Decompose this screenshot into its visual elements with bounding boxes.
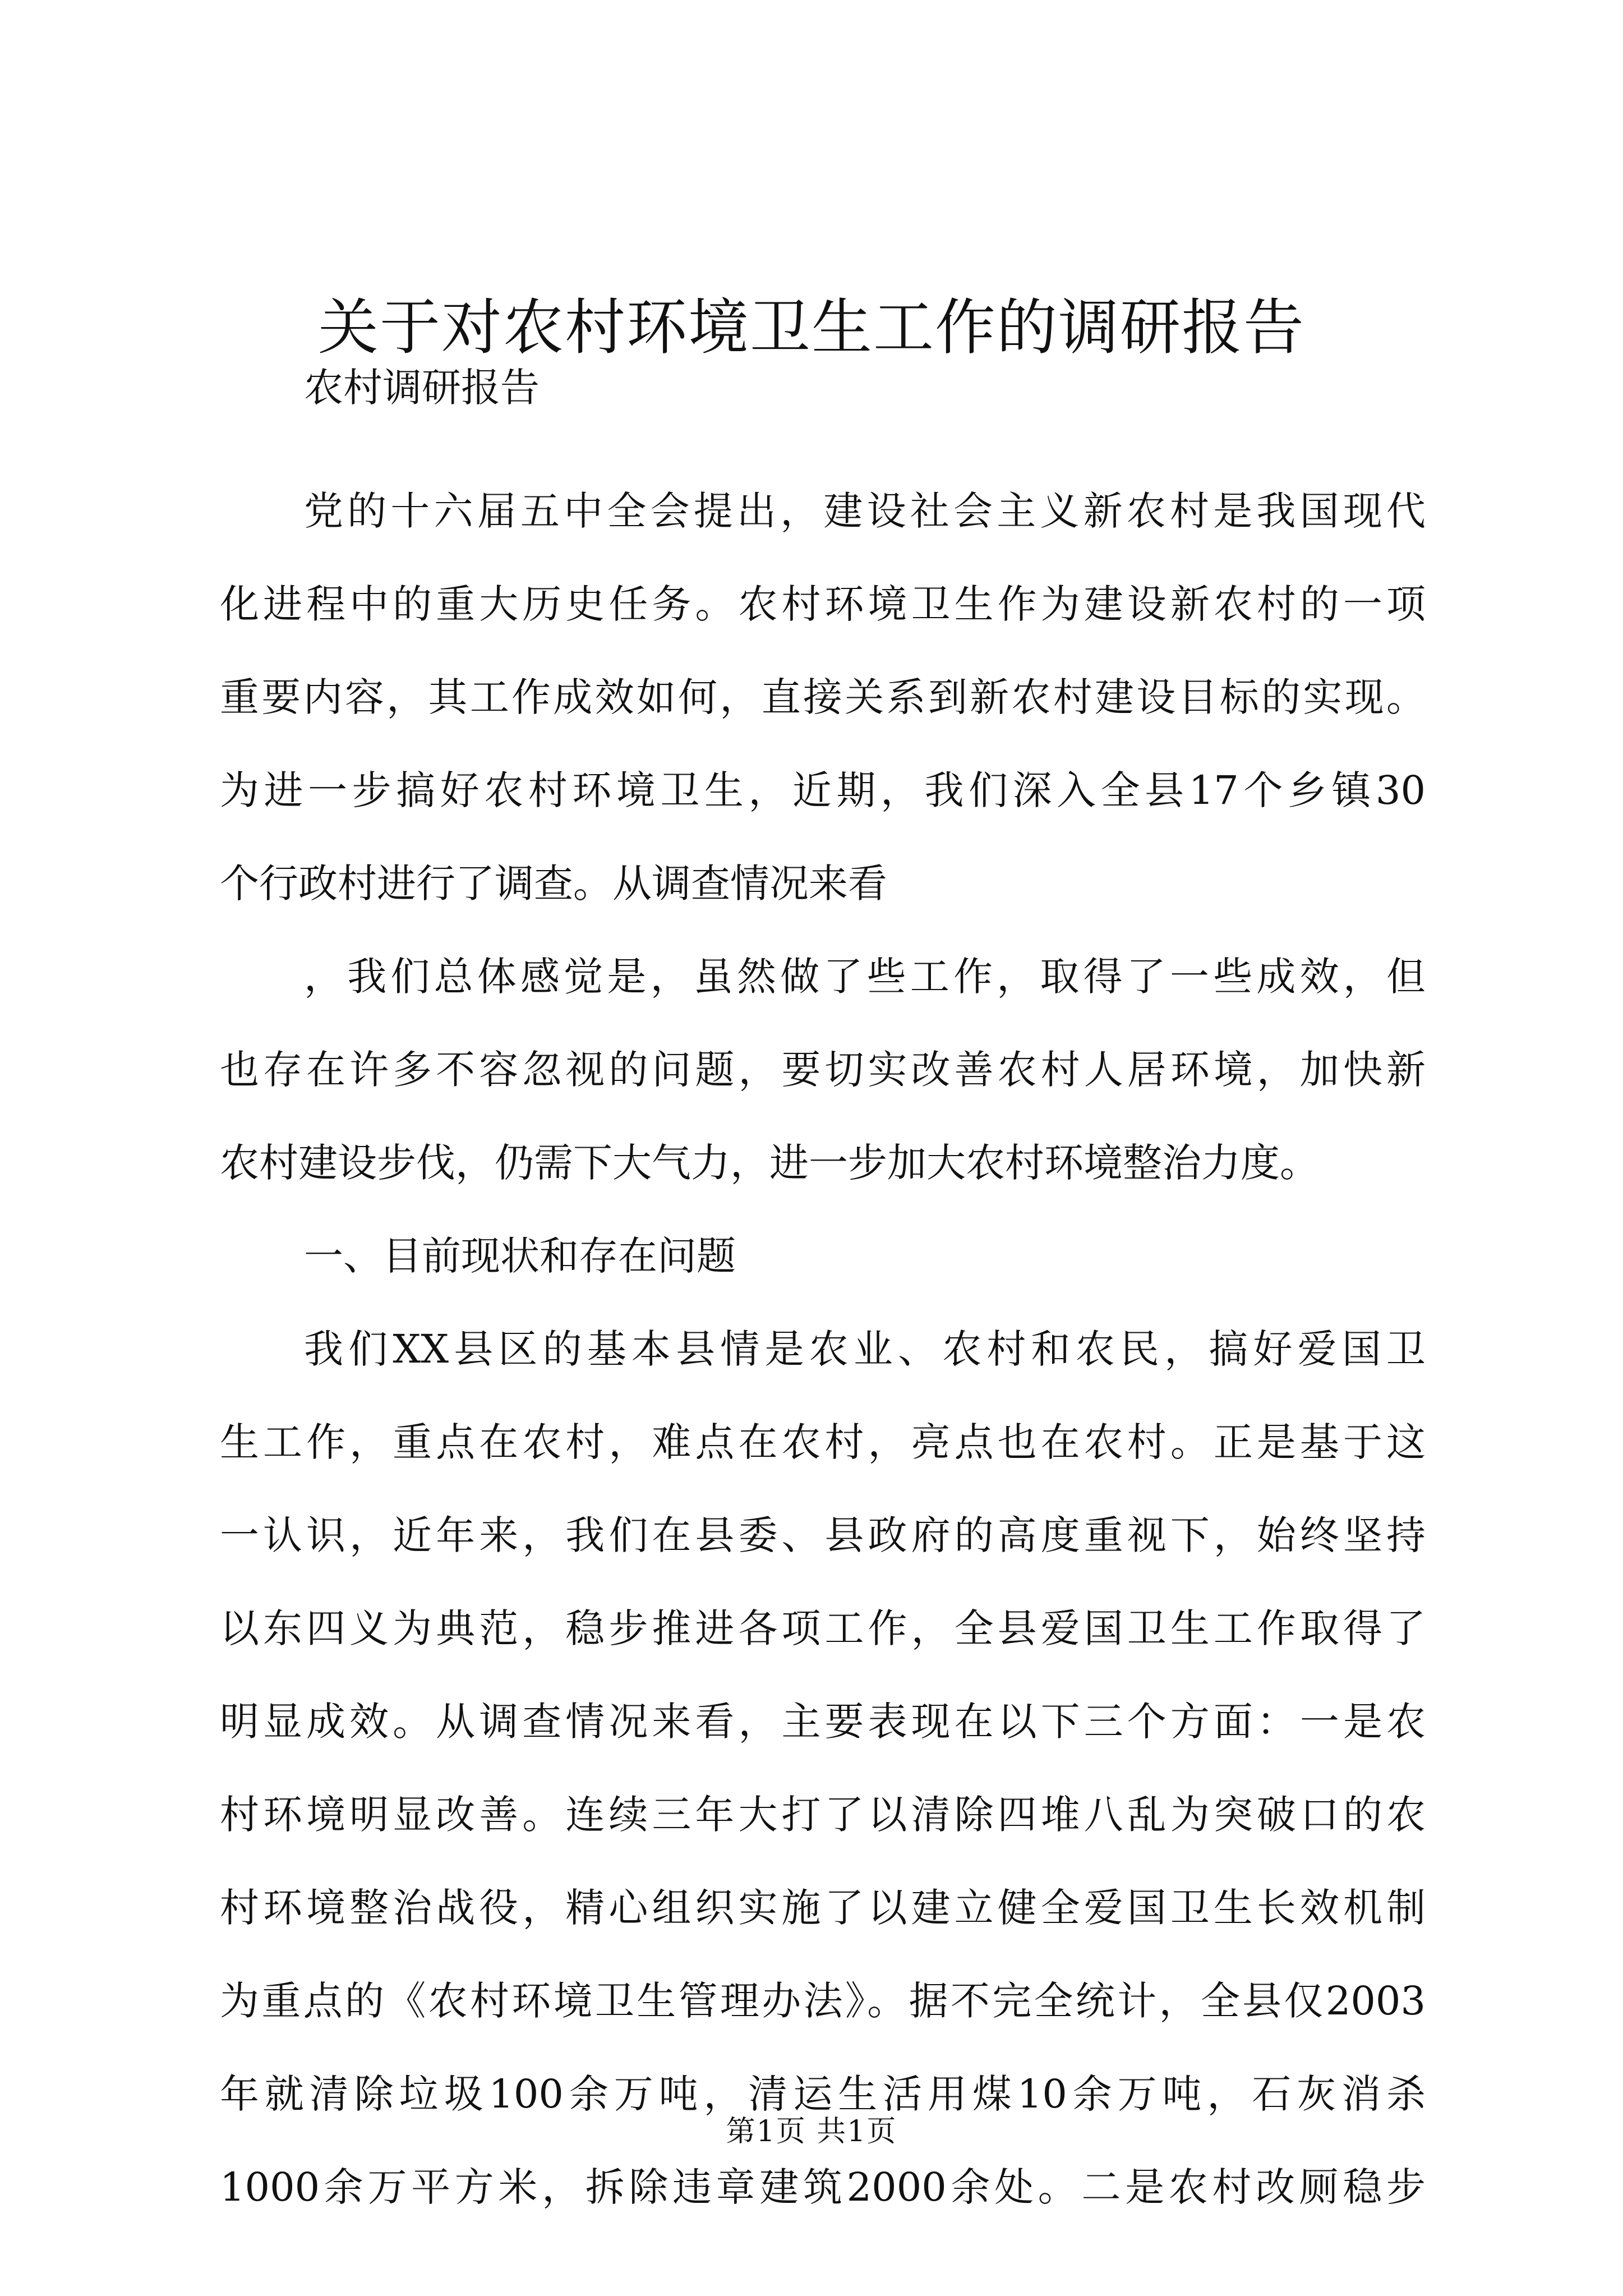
body-line: 党的十六届五中全会提出，建设社会主义新农村是我国现代 — [304, 488, 1426, 534]
document-title: 关于对农村环境卫生工作的调研报告 — [317, 293, 1305, 363]
body-line: 我们XX县区的基本县情是农业、农村和农民，搞好爱国卫 — [304, 1326, 1426, 1372]
body-line: 村环境明显改善。连续三年大打了以清除四堆八乱为突破口的农 — [220, 1792, 1426, 1838]
body-line: 也存在许多不容忽视的问题，要切实改善农村人居环境，加快新 — [220, 1047, 1426, 1093]
body-line: 年就清除垃圾100余万吨，清运生活用煤10余万吨，石灰消杀 — [220, 2071, 1426, 2117]
page-footer: 第1页 共1页 — [726, 2115, 897, 2148]
document-body — [220, 464, 1426, 2234]
body-line: 村环境整治战役，精心组织实施了以建立健全爱国卫生长效机制 — [220, 1885, 1426, 1931]
body-line: 个行政村进行了调查。从调查情况来看 — [220, 861, 887, 907]
document-subtitle: 农村调研报告 — [304, 365, 540, 411]
body-line: 重要内容，其工作成效如何，直接关系到新农村建设目标的实现。 — [220, 674, 1426, 720]
section-heading: 一、目前现状和存在问题 — [304, 1233, 736, 1279]
body-line: 明显成效。从调查情况来看，主要表现在以下三个方面：一是农 — [220, 1699, 1426, 1745]
body-line: 一认识，近年来，我们在县委、县政府的高度重视下，始终坚持 — [220, 1512, 1426, 1558]
body-line: 化进程中的重大历史任务。农村环境卫生作为建设新农村的一项 — [220, 581, 1426, 627]
body-line: ，我们总体感觉是，虽然做了些工作，取得了一些成效，但 — [304, 954, 1426, 1000]
body-line: 为进一步搞好农村环境卫生，近期，我们深入全县17个乡镇30 — [220, 767, 1426, 813]
body-line: 1000余万平方米，拆除违章建筑2000余处。二是农村改厕稳步 — [220, 2164, 1426, 2210]
body-line: 农村建设步伐，仍需下大气力，进一步加大农村环境整治力度。 — [220, 1140, 1319, 1186]
body-line: 生工作，重点在农村，难点在农村，亮点也在农村。正是基于这 — [220, 1419, 1426, 1465]
body-line: 为重点的《农村环境卫生管理办法》。据不完全统计，全县仅2003 — [220, 1978, 1426, 2024]
body-line: 以东四义为典范，稳步推进各项工作，全县爱国卫生工作取得了 — [220, 1605, 1426, 1651]
